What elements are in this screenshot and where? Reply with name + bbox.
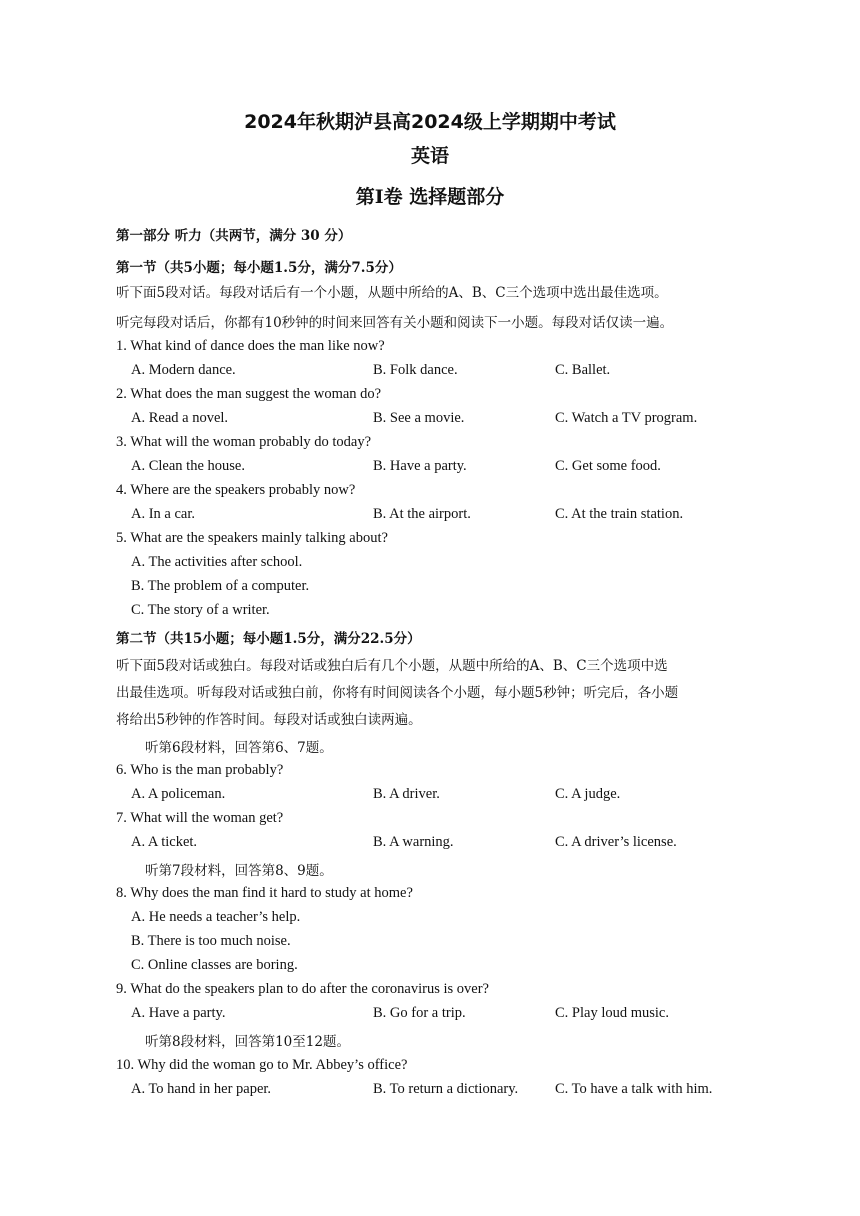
question-8: 8. Why does the man find it hard to study at home? xyxy=(116,885,413,901)
question-7: 7. What will the woman get? xyxy=(116,810,284,826)
q4-option-b: B. At the airport. xyxy=(373,506,471,522)
q2-option-a: A. Read a novel. xyxy=(131,410,229,426)
q3-option-c: C. Get some food. xyxy=(555,458,661,474)
q2-option-b: B. See a movie. xyxy=(373,410,465,426)
q9-option-b: B. Go for a trip. xyxy=(373,1005,466,1021)
section1-instruction-line1: 听下面5段对话。每段对话后有一个小题，从题中所给的A、B、C三个选项中选出最佳选项。 xyxy=(116,285,668,301)
q6-option-a: A. A policeman. xyxy=(131,786,226,802)
part1-heading: 第一部分 听力（共两节，满分 30 分） xyxy=(116,228,352,244)
q10-option-a: A. To hand in her paper. xyxy=(131,1081,272,1097)
q10-option-c: C. To have a talk with him. xyxy=(555,1081,713,1097)
section2-heading: 第二节（共15小题；每小题1.5分，满分22.5分） xyxy=(116,631,421,647)
q5-option-c: C. The story of a writer. xyxy=(131,602,270,618)
question-2: 2. What does the man suggest the woman do? xyxy=(116,386,382,402)
q4-option-a: A. In a car. xyxy=(131,506,196,522)
section2-instruction-line2: 出最佳选项。听每段对话或独白前，你将有时间阅读各个小题，每小题5秒钟；听完后，各小题 xyxy=(116,685,679,701)
q3-option-a: A. Clean the house. xyxy=(131,458,245,474)
question-4: 4. Where are the speakers probably now? xyxy=(116,482,356,498)
q7-option-a: A. A ticket. xyxy=(131,834,198,850)
q5-option-a: A. The activities after school. xyxy=(131,554,303,570)
q9-option-a: A. Have a party. xyxy=(131,1005,226,1021)
q9-option-c: C. Play loud music. xyxy=(555,1005,669,1021)
q5-option-b: B. The problem of a computer. xyxy=(131,578,310,594)
q8-option-b: B. There is too much noise. xyxy=(131,933,291,949)
q6-option-b: B. A driver. xyxy=(373,786,440,802)
q1-option-c: C. Ballet. xyxy=(555,362,611,378)
q4-option-c: C. At the train station. xyxy=(555,506,684,522)
question-3: 3. What will the woman probably do today? xyxy=(116,434,372,450)
exam-title: 2024年秋期泸县高2024级上学期期中考试 xyxy=(244,111,616,133)
q2-option-c: C. Watch a TV program. xyxy=(555,410,698,426)
q1-option-a: A. Modern dance. xyxy=(131,362,236,378)
subject-title: 英语 xyxy=(410,145,449,167)
q7-option-b: B. A warning. xyxy=(373,834,454,850)
question-10: 10. Why did the woman go to Mr. Abbey’s office? xyxy=(116,1057,408,1073)
question-5: 5. What are the speakers mainly talking about? xyxy=(116,530,388,546)
section1-heading: 第一节（共5小题；每小题1.5分，满分7.5分） xyxy=(116,260,402,276)
section2-instruction-line1: 听下面5段对话或独白。每段对话或独白后有几个小题，从题中所给的A、B、C三个选项中选 xyxy=(116,658,668,674)
q6-option-c: C. A judge. xyxy=(555,786,621,802)
q10-option-b: B. To return a dictionary. xyxy=(373,1081,519,1097)
material-note-8-9: 听第7段材料，回答第8、9题。 xyxy=(145,863,333,879)
question-9: 9. What do the speakers plan to do after the coronavirus is over? xyxy=(116,981,489,997)
q3-option-b: B. Have a party. xyxy=(373,458,467,474)
material-note-6-7: 听第6段材料，回答第6、7题。 xyxy=(145,740,333,756)
q7-option-c: C. A driver’s license. xyxy=(555,834,677,850)
question-1: 1. What kind of dance does the man like now? xyxy=(116,338,385,354)
section1-instruction-line2: 听完每段对话后，你都有10秒钟的时间来回答有关小题和阅读下一小题。每段对话仅读一遍。 xyxy=(116,315,674,331)
section2-instruction-line3: 将给出5秒钟的作答时间。每段对话或独白读两遍。 xyxy=(116,712,422,728)
q8-option-a: A. He needs a teacher’s help. xyxy=(131,909,301,925)
material-note-10-12: 听第8段材料，回答第10至12题。 xyxy=(145,1034,350,1050)
question-6: 6. Who is the man probably? xyxy=(116,762,284,778)
q8-option-c: C. Online classes are boring. xyxy=(131,957,298,973)
volume-title: 第I卷 选择题部分 xyxy=(355,186,505,208)
q1-option-b: B. Folk dance. xyxy=(373,362,458,378)
